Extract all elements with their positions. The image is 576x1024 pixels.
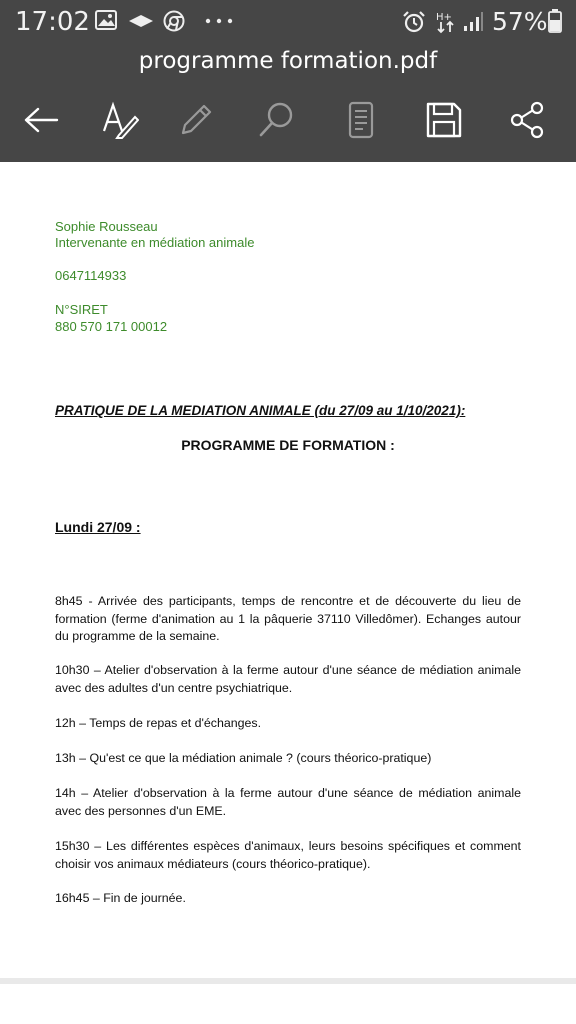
- battery-percentage: 57%: [492, 7, 548, 36]
- pdf-page: [0, 162, 576, 978]
- save-button[interactable]: [424, 100, 464, 140]
- schedule-item: 10h30 – Atelier d'observation à la ferme autour d'une séance de médiation animale avec des adultes d'un centre psychiatrique.: [55, 663, 521, 695]
- chrome-icon: [163, 10, 185, 32]
- search-button[interactable]: [257, 100, 297, 140]
- day-heading: Lundi 27/09 :: [55, 519, 141, 535]
- schedule-item: 8h45 - Arrivée des participants, temps de rencontre et de découverte du lieu de formation (ferme d'animation au 1 la pâquerie 37110 Villedômer). Echanges autour du programme de la semaine.: [55, 594, 521, 643]
- cast-icon: [129, 15, 153, 27]
- reading-mode-button[interactable]: [341, 100, 381, 140]
- document-title: programme formation.pdf: [138, 48, 438, 74]
- pencil-icon: [178, 102, 214, 138]
- schedule-item: 13h – Qu'est ce que la médiation animale ? (cours théorico-pratique): [55, 751, 432, 765]
- schedule-item: 16h45 – Fin de journée.: [55, 891, 186, 905]
- program-title: PROGRAMME DE FORMATION :: [181, 437, 395, 453]
- author-role: Intervenante en médiation animale: [55, 235, 255, 250]
- more-dots-icon: [205, 18, 233, 24]
- app-bar: [0, 0, 576, 162]
- alarm-icon: [402, 10, 426, 34]
- data-arrows-icon: [436, 10, 456, 34]
- siret-label: N°SIRET: [55, 302, 108, 317]
- share-icon: [509, 101, 545, 139]
- reading-mode-icon: [346, 101, 376, 139]
- image-icon: [95, 10, 117, 30]
- status-bar: [0, 0, 576, 44]
- status-time: 17:02: [15, 7, 90, 37]
- next-page-edge: [0, 984, 576, 1024]
- text-annotate-button[interactable]: [100, 100, 140, 140]
- pencil-button[interactable]: [176, 100, 216, 140]
- schedule-item: 12h – Temps de repas et d'échanges.: [55, 716, 262, 730]
- schedule-item: 14h – Atelier d'observation à la ferme autour d'une séance de médiation animale avec des personnes d'un EME.: [55, 786, 521, 818]
- battery-icon: [548, 9, 562, 33]
- text-annotate-icon: [101, 101, 139, 139]
- author-name: Sophie Rousseau: [55, 219, 158, 234]
- training-heading: PRATIQUE DE LA MEDIATION ANIMALE (du 27/09 au 1/10/2021):: [55, 403, 466, 418]
- save-icon: [426, 102, 462, 138]
- search-icon: [258, 101, 296, 139]
- schedule-item: 15h30 – Les différentes espèces d'animaux, leurs besoins spécifiques et comment choisir vos animaux médiateurs (cours théorico-pratique).: [55, 839, 521, 871]
- siret-number: 880 570 171 00012: [55, 319, 168, 334]
- author-phone: 0647114933: [55, 268, 127, 283]
- signal-icon: [462, 10, 484, 32]
- share-button[interactable]: [507, 100, 547, 140]
- back-button[interactable]: [21, 100, 61, 140]
- back-arrow-icon: [23, 106, 59, 134]
- svg-text:H+: H+: [436, 12, 452, 23]
